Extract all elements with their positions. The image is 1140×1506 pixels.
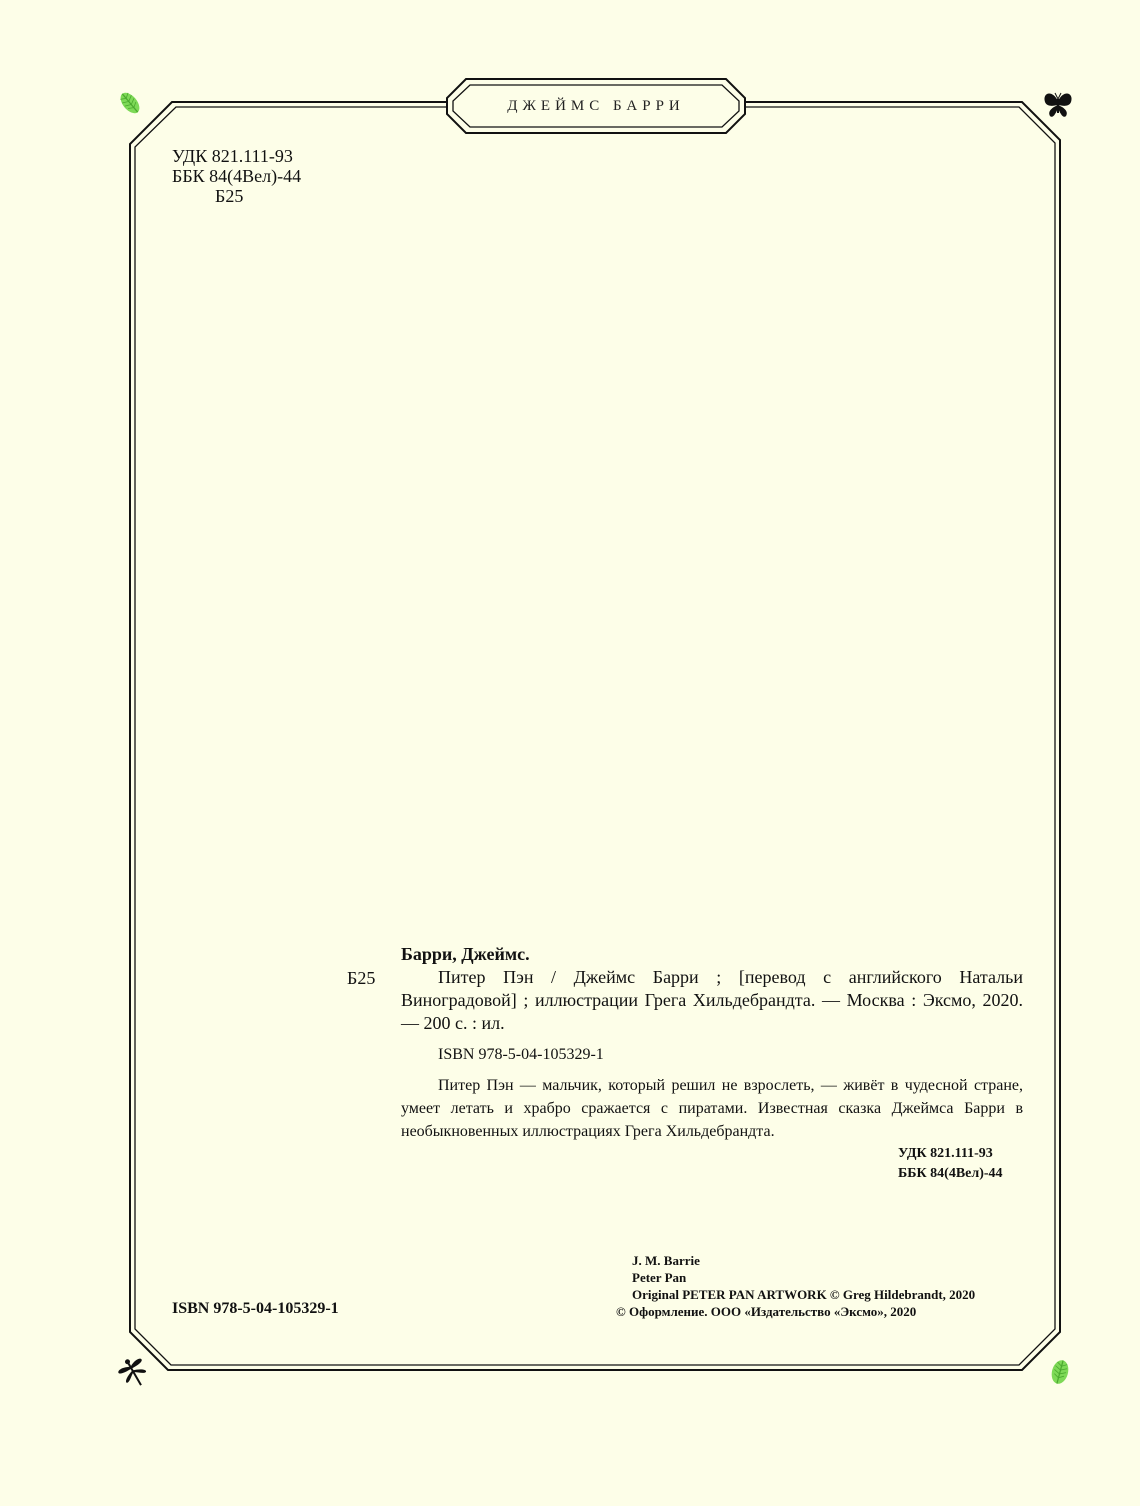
catalog-description: Питер Пэн / Джеймс Барри ; [перевод с английского Натальи Виноградовой] ; иллюстрации Грега Хильдебрандта. — Москва : Эксмо, 2020. — 200 с. : ил. bbox=[401, 967, 1023, 1033]
catalog-author: Барри, Джеймс. bbox=[401, 944, 530, 964]
udk-code: УДК 821.111-93 bbox=[172, 146, 293, 166]
dragonfly-icon bbox=[115, 1353, 153, 1392]
catalog-margin-sign: Б25 bbox=[347, 968, 376, 988]
catalog-isbn: ISBN 978-5-04-105329-1 bbox=[438, 1046, 604, 1063]
artwork-credit: Original PETER PAN ARTWORK © Greg Hildebrandt, 2020 bbox=[632, 1287, 976, 1302]
leaf-icon bbox=[1049, 1358, 1071, 1385]
catalog-annotation: Питер Пэн — мальчик, который решил не взрослеть, — живёт в чудесной стране, умеет летать и храбро сражается с пиратами. Известная сказка Джеймса Барри в необыкновенных иллюстрациях Грега Хильдебрандта. bbox=[401, 1077, 1023, 1140]
design-credit: © Оформление. ООО «Издательство «Эксмо», 2020 bbox=[616, 1304, 917, 1319]
original-title: Peter Pan bbox=[632, 1270, 687, 1285]
library-codes bbox=[172, 146, 301, 206]
header-author-label: ДЖЕЙМС БАРРИ bbox=[507, 98, 685, 114]
butterfly-icon bbox=[1044, 93, 1071, 117]
footer-isbn: ISBN 978-5-04-105329-1 bbox=[172, 1300, 339, 1317]
credits bbox=[616, 1252, 975, 1320]
catalog-udk: УДК 821.111-93 bbox=[898, 1146, 993, 1161]
catalog-record bbox=[401, 943, 1023, 1143]
author-sign: Б25 bbox=[215, 186, 244, 206]
catalog-classification bbox=[898, 1144, 1003, 1184]
leaf-icon bbox=[117, 89, 143, 116]
bbk-code: ББК 84(4Вел)-44 bbox=[172, 166, 302, 186]
original-author: J. M. Barrie bbox=[632, 1253, 700, 1268]
catalog-bbk: ББК 84(4Вел)-44 bbox=[898, 1166, 1003, 1181]
